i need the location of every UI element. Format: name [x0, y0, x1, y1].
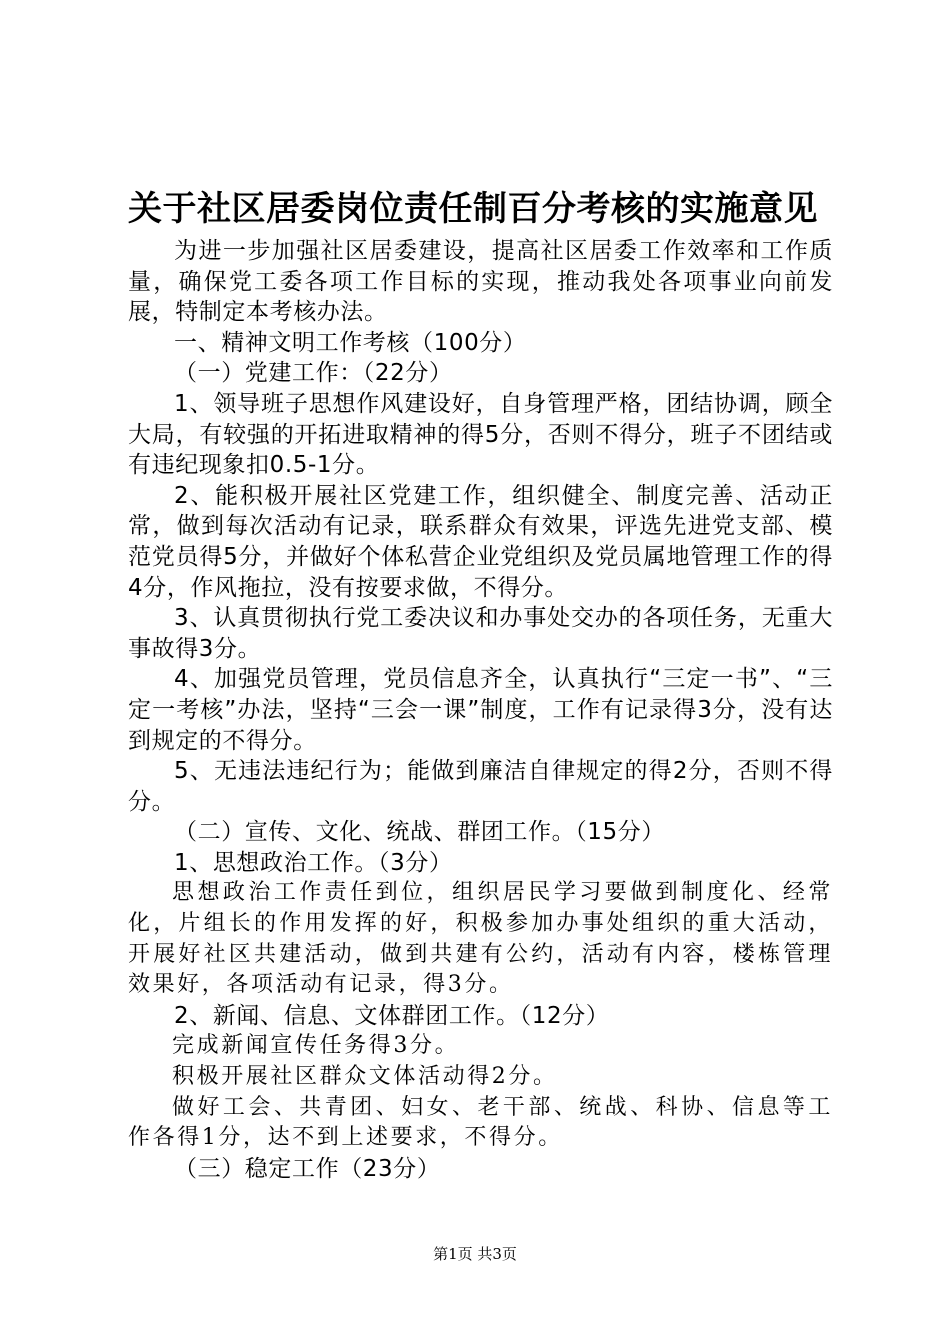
- list-item: 3、认真贯彻执行党工委决议和办事处交办的各项任务，无重大事故得3分。: [128, 605, 833, 662]
- body-paragraph: 积极开展社区群众文体活动得2分。: [172, 1064, 558, 1090]
- item-heading: 2、新闻、信息、文体群团工作。（12分）: [174, 1002, 610, 1029]
- body-paragraph: 做好工会、共青团、妇女、老干部、统战、科协、信息等工作各得1分，达不到上述要求，不得分。: [128, 1094, 833, 1151]
- list-item: 2、能积极开展社区党建工作，组织健全、制度完善、活动正常，做到每次活动有记录，联系群众有效果，评选先进党支部、模范党员得5分，并做好个体私营企业党组织及党员属地管理工作的得4分，作风拖拉，没有按要求做，不得分。: [128, 482, 833, 601]
- intro-paragraph: 为进一步加强社区居委建设，提高社区居委工作效率和工作质量，确保党工委各项工作目标的实现，推动我处各项事业向前发展，特制定本考核办法。: [128, 238, 833, 326]
- list-item: 1、领导班子思想作风建设好，自身管理严格，团结协调，顾全大局，有较强的开拓进取精神的得5分，否则不得分，班子不团结或有违纪现象扣0.5-1分。: [128, 390, 833, 479]
- subsection-heading: （二）宣传、文化、统战、群团工作。（15分）: [174, 819, 665, 846]
- page-number-footer: 第1页 共3页: [433, 1245, 517, 1263]
- list-item: 4、加强党员管理，党员信息齐全，认真执行“三定一书”、“三定一考核”办法，坚持“三会一课”制度，工作有记录得3分，没有达到规定的不得分。: [128, 666, 833, 754]
- document-title: 关于社区居委岗位责任制百分考核的实施意见: [128, 189, 818, 229]
- body-paragraph: 思想政治工作责任到位，组织居民学习要做到制度化、经常化，片组长的作用发挥的好，积极参加办事处组织的重大活动，开展好社区共建活动，做到共建有公约，活动有内容，楼栋管理效果好，各项活动有记录，得3分。: [128, 880, 833, 998]
- body-paragraph: 完成新闻宣传任务得3分。: [172, 1033, 460, 1059]
- list-item: 5、无违法违纪行为；能做到廉洁自律规定的得2分，否则不得分。: [128, 758, 833, 815]
- document-body: [128, 236, 833, 1184]
- section-heading: 一、精神文明工作考核（100分）: [174, 329, 527, 356]
- item-heading: 1、思想政治工作。（3分）: [174, 849, 453, 876]
- subsection-heading: （三）稳定工作（23分）: [174, 1155, 441, 1182]
- subsection-heading: （一）党建工作：（22分）: [174, 360, 453, 387]
